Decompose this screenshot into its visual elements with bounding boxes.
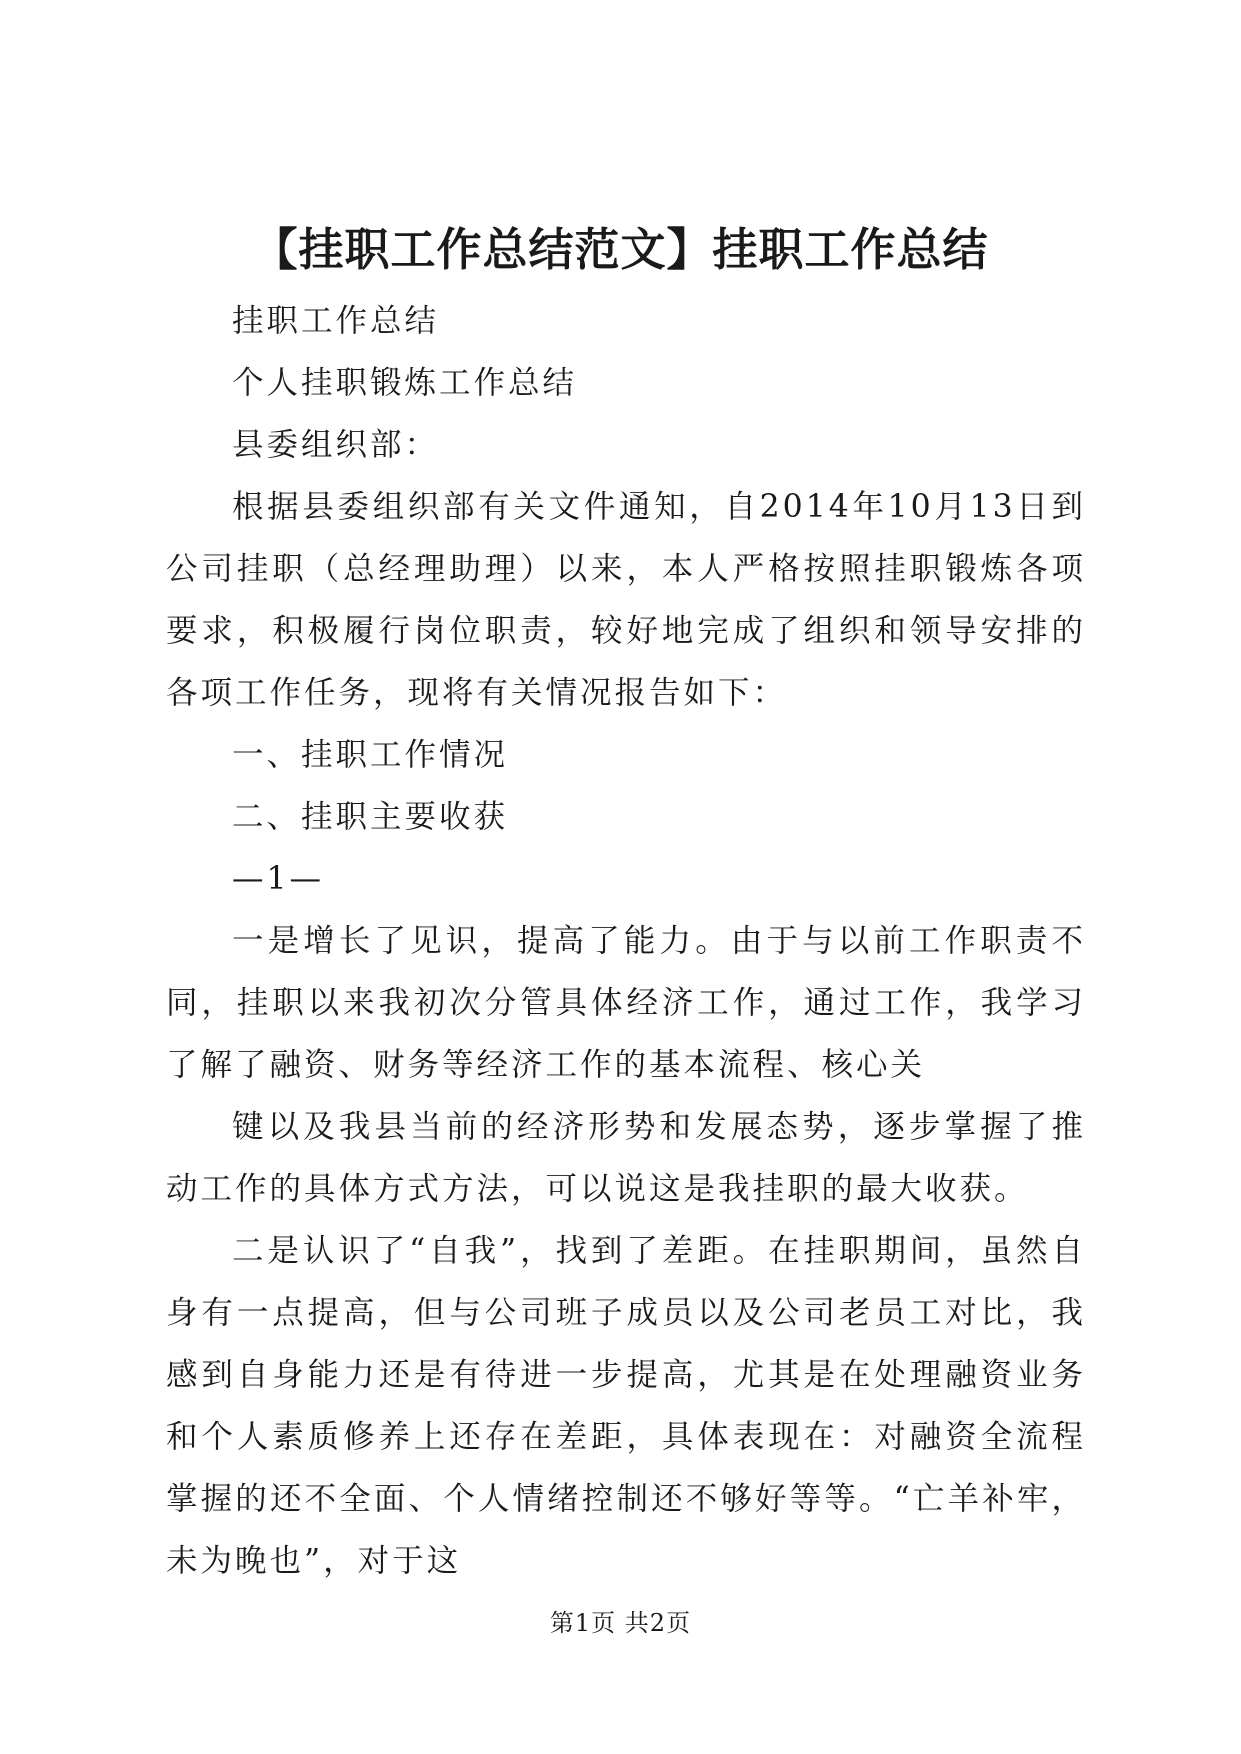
section-heading-gains: 二、挂职主要收获 xyxy=(232,799,509,835)
paragraph-gain-one: 一是增长了见识，提高了能力。由于与以前工作职责不同，挂职以来我初次分管具体经济工作，通过工作，我学习了解了融资、财务等经济工作的基本流程、核心关 xyxy=(166,923,1086,1083)
section-heading-work: 一、挂职工作情况 xyxy=(232,737,509,773)
paragraph-heading: 个人挂职锻炼工作总结 xyxy=(232,365,578,401)
paragraph-gain-two: 二是认识了“自我”，找到了差距。在挂职期间，虽然自身有一点提高，但与公司班子成员以及公司老员工对比，我感到自身能力还是有待进一步提高，尤其是在处理融资业务和个人素质修养上还存在差距，具体表现在：对融资全流程掌握的还不全面、个人情绪控制还不够好等等。“亡羊补牢，未为晚也”，对于这 xyxy=(166,1233,1086,1579)
paragraph-salutation: 县委组织部： xyxy=(232,427,440,463)
paragraph-gain-one-continued: 键以及我县当前的经济形势和发展态势，逐步掌握了推动工作的具体方式方法，可以说这是我挂职的最大收获。 xyxy=(166,1109,1086,1207)
paragraph-subtitle: 挂职工作总结 xyxy=(232,303,440,339)
document-body xyxy=(166,290,1086,1592)
document-title: 【挂职工作总结范文】挂职工作总结 xyxy=(252,223,989,276)
page-footer: 第1页 共2页 xyxy=(549,1609,692,1637)
paragraph-intro: 根据县委组织部有关文件通知，自2014年10月13日到公司挂职（总经理助理）以来，本人严格按照挂职锻炼各项要求，积极履行岗位职责，较好地完成了组织和领导安排的各项工作任务，现将有关情况报告如下： xyxy=(166,489,1086,711)
inline-page-marker: —1— xyxy=(232,861,325,897)
